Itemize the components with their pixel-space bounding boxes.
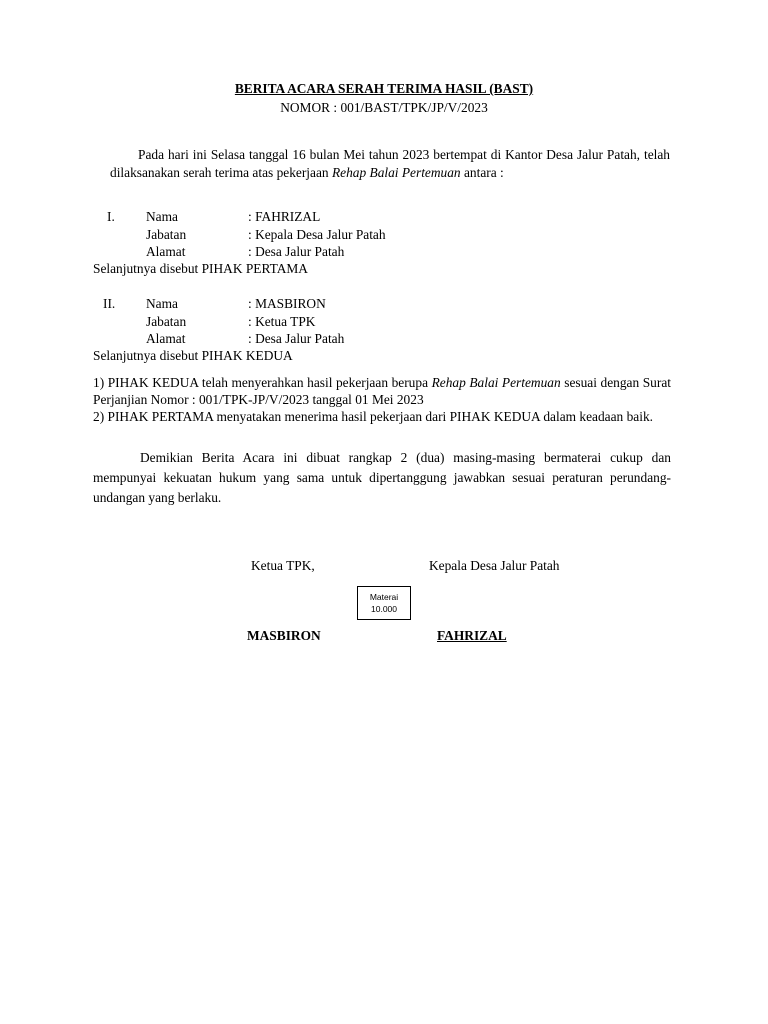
intro-paragraph bbox=[110, 146, 670, 182]
document-number: NOMOR : 001/BAST/TPK/JP/V/2023 bbox=[280, 100, 488, 115]
party-second-label-position: Jabatan bbox=[146, 314, 187, 329]
party-first-label-address: Alamat bbox=[146, 244, 186, 259]
closing-paragraph: Demikian Berita Acara ini dibuat rangkap 2 (dua) masing-masing bermaterai cukup dan mempunyai kekuatan hukum yang sama untuk dipertanggung jawabkan sesuai peraturan perundang-undangan yang berlaku. bbox=[93, 450, 671, 505]
party-first-value-name: : FAHRIZAL bbox=[248, 209, 321, 224]
signature-left-name: MASBIRON bbox=[247, 628, 321, 643]
party-first-designation: Selanjutnya disebut PIHAK PERTAMA bbox=[93, 261, 308, 276]
party-second-label-address: Alamat bbox=[146, 331, 186, 346]
party-first-value-address: : Desa Jalur Patah bbox=[248, 244, 345, 259]
party-first-label-name: Nama bbox=[146, 209, 178, 224]
party-second-value-name: : MASBIRON bbox=[248, 296, 326, 311]
party-second-label-name: Nama bbox=[146, 296, 178, 311]
party-second-value-address: : Desa Jalur Patah bbox=[248, 331, 345, 346]
points-list bbox=[93, 374, 671, 425]
point-one bbox=[93, 374, 671, 408]
party-second-number: II. bbox=[103, 296, 116, 311]
point-one-work-name: Rehap Balai Pertemuan bbox=[431, 375, 561, 390]
materai-stamp-label: Materai bbox=[369, 592, 399, 602]
point-one-start: 1) PIHAK KEDUA telah menyerahkan hasil pekerjaan berupa bbox=[93, 375, 432, 390]
intro-end: antara : bbox=[463, 165, 504, 180]
point-one-end: sesuai dengan Surat Perjanjian Nomor : 001/TPK-JP/V/2023 tanggal 01 Mei 2023 bbox=[93, 375, 672, 407]
signature-right-title: Kepala Desa Jalur Patah bbox=[429, 558, 560, 573]
signature-left-title: Ketua TPK, bbox=[251, 558, 315, 573]
party-second-value-position: : Ketua TPK bbox=[248, 314, 316, 329]
intro-text: Pada hari ini Selasa tanggal 16 bulan Mei tahun 2023 bertempat di Kantor Desa Jalur Patah, telah dilaksanakan serah terima atas pekerjaan bbox=[110, 147, 670, 180]
materai-stamp-value: 10.000 bbox=[371, 604, 397, 614]
point-two: 2) PIHAK PERTAMA menyatakan menerima hasil pekerjaan dari PIHAK KEDUA dalam keadaan baik. bbox=[93, 409, 654, 424]
party-first-number: I. bbox=[107, 209, 115, 224]
signature-right-name: FAHRIZAL bbox=[437, 628, 507, 643]
party-first-value-position: : Kepala Desa Jalur Patah bbox=[248, 227, 386, 242]
materai-stamp bbox=[357, 586, 411, 620]
party-first-label-position: Jabatan bbox=[146, 227, 187, 242]
document-title: BERITA ACARA SERAH TERIMA HASIL (BAST) bbox=[234, 81, 534, 96]
party-second-designation: Selanjutnya disebut PIHAK KEDUA bbox=[93, 348, 293, 363]
intro-work-name: Rehap Balai Pertemuan bbox=[331, 165, 461, 180]
